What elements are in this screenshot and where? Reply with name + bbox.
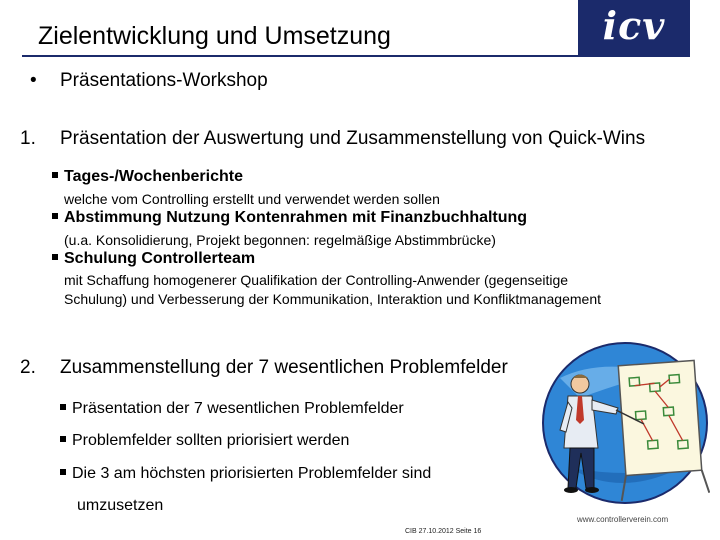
section2-item-1 bbox=[60, 400, 404, 418]
square-bullet-icon bbox=[52, 254, 58, 260]
footer-website: www.controllerverein.com bbox=[577, 515, 669, 524]
item-text: Präsentation der 7 wesentlichen Problemfelder bbox=[72, 400, 404, 417]
square-bullet-icon bbox=[52, 172, 58, 178]
section1-number: 1. bbox=[20, 128, 36, 149]
section1-item-1-desc: welche vom Controlling erstellt und verwendet werden sollen bbox=[64, 191, 440, 207]
section2-item-3 bbox=[60, 465, 431, 483]
slide-title: Zielentwicklung und Umsetzung bbox=[38, 22, 391, 50]
square-bullet-icon bbox=[60, 469, 66, 475]
section1-item-3-desc-line2: Schulung) und Verbesserung der Kommunikation, Interaktion und Konfliktmanagement bbox=[64, 291, 601, 307]
section2-item-2 bbox=[60, 432, 349, 450]
section1-item-2 bbox=[52, 209, 527, 227]
title-underline bbox=[22, 55, 582, 57]
item-label: Abstimmung Nutzung Kontenrahmen mit Finanzbuchhaltung bbox=[64, 209, 528, 226]
item-text: Die 3 am höchsten priorisierten Problemfelder sind bbox=[72, 465, 432, 482]
section2-heading: Zusammenstellung der 7 wesentlichen Problemfelder bbox=[60, 357, 508, 378]
workshop-bullet-text: Präsentations-Workshop bbox=[60, 70, 268, 91]
icv-logo bbox=[578, 0, 690, 57]
bullet-mark: • bbox=[30, 70, 37, 91]
logo-text: icv bbox=[602, 3, 666, 48]
footer-page-info: CIB 27.10.2012 Seite 16 bbox=[405, 528, 482, 535]
item-text: Problemfelder sollten priorisiert werden bbox=[72, 432, 350, 449]
section1-item-1 bbox=[52, 168, 243, 186]
section1-item-3 bbox=[52, 250, 255, 268]
section1-heading: Präsentation der Auswertung und Zusammenstellung von Quick-Wins bbox=[60, 128, 646, 149]
section1-item-2-desc: (u.a. Konsolidierung, Projekt begonnen: regelmäßige Abstimmbrücke) bbox=[64, 232, 496, 248]
item-label: Tages-/Wochenberichte bbox=[64, 168, 243, 185]
presenter-clipart-illustration bbox=[540, 338, 710, 508]
square-bullet-icon bbox=[52, 213, 58, 219]
section2-number: 2. bbox=[20, 357, 36, 378]
item-label: Schulung Controllerteam bbox=[64, 250, 256, 267]
section1-item-3-desc-line1: mit Schaffung homogenerer Qualifikation der Controlling-Anwender (gegenseitige bbox=[64, 272, 569, 288]
section2-item-3-continuation: umzusetzen bbox=[77, 497, 164, 514]
square-bullet-icon bbox=[60, 436, 66, 442]
square-bullet-icon bbox=[60, 404, 66, 410]
